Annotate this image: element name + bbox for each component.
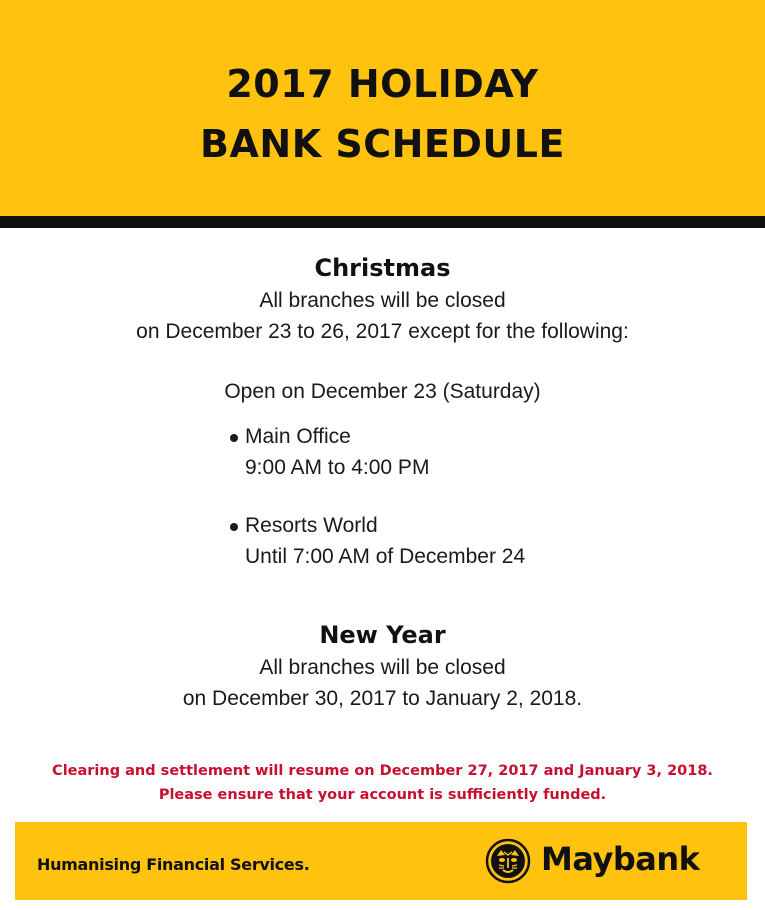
new-year-dates-line: on December 30, 2017 to January 2, 2018. bbox=[182, 687, 583, 710]
branch-name-main-office: Main Office bbox=[245, 425, 351, 448]
tagline: Humanising Financial Services. bbox=[37, 855, 310, 874]
footer-banner bbox=[15, 822, 747, 900]
branch-hours-resorts-world: Until 7:00 AM of December 24 bbox=[245, 545, 526, 568]
branch-hours-main-office: 9:00 AM to 4:00 PM bbox=[245, 456, 430, 479]
maybank-wordmark: Maybank bbox=[541, 840, 700, 878]
tiger-head-icon bbox=[485, 838, 531, 884]
christmas-dates-line: on December 23 to 26, 2017 except for the following: bbox=[136, 320, 629, 343]
branch-name-resorts-world: Resorts World bbox=[245, 514, 378, 537]
title-line-2: BANK SCHEDULE bbox=[200, 122, 565, 166]
header-banner bbox=[0, 0, 765, 216]
funding-notice: Please ensure that your account is sufficiently funded. bbox=[158, 787, 607, 803]
bullet-icon bbox=[230, 434, 238, 442]
christmas-closed-line: All branches will be closed bbox=[259, 289, 506, 312]
new-year-heading: New Year bbox=[319, 621, 446, 649]
clearing-notice: Clearing and settlement will resume on December 27, 2017 and January 3, 2018. bbox=[52, 763, 713, 779]
header-divider bbox=[0, 216, 765, 228]
maybank-logo bbox=[485, 836, 735, 886]
bullet-icon bbox=[230, 523, 238, 531]
christmas-heading: Christmas bbox=[314, 254, 451, 282]
new-year-closed-line: All branches will be closed bbox=[259, 656, 506, 679]
christmas-open-note: Open on December 23 (Saturday) bbox=[224, 380, 541, 403]
title-line-1: 2017 HOLIDAY bbox=[226, 62, 539, 106]
